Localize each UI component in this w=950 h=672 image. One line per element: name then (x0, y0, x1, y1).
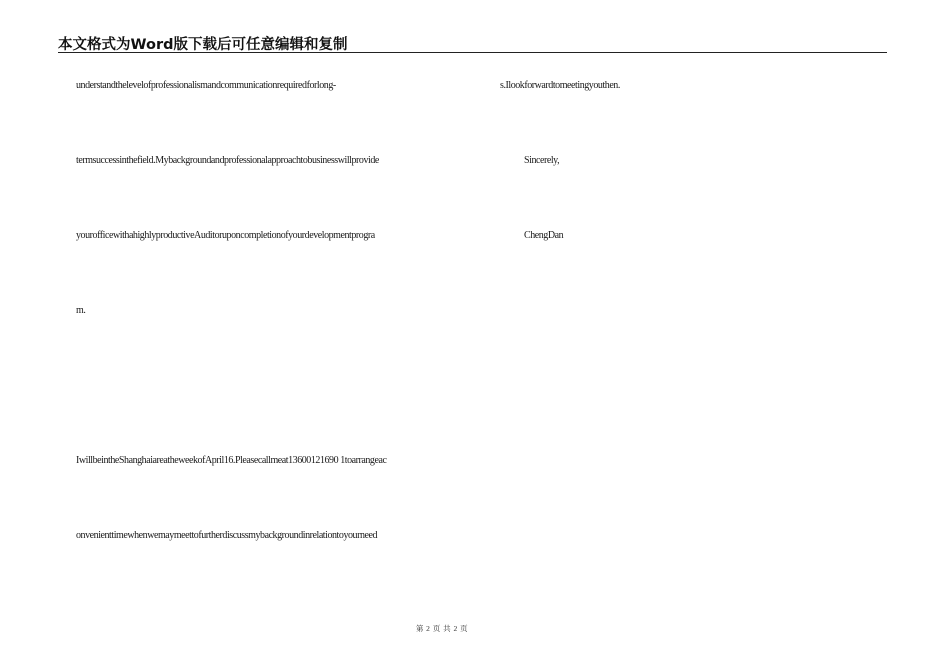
body-line-6: onvenienttimewhenwemaymeettofurtherdiscussmybackgroundinrelationtoyourneed (76, 530, 378, 541)
page-number-footer: 第 2 页 共 2 页 (415, 624, 469, 633)
body-line-right-1: s.Ilookforwardtomeetingyouthen. (500, 80, 620, 91)
body-line-2: termsuccessinthefield.Mybackgroundandprofessionalapproachtobusinesswillprovide (76, 155, 379, 166)
document-header-title: 本文格式为Word版下载后可任意编辑和复制 (58, 37, 348, 53)
closing-salutation: Sincerely, (524, 155, 560, 166)
body-line-4: m. (76, 305, 86, 316)
signature-name: ChengDan (524, 230, 564, 241)
header-divider (58, 52, 887, 53)
body-line-1: understandthelevelofprofessionalismandcommunicationrequiredforlong- (76, 80, 336, 91)
body-line-5: IwillbeintheShanghaiareatheweekofApril16.Pleasecallmeat13600121690 1toarrangeac (76, 455, 387, 466)
body-line-3: yourofficewithahighlyproductiveAuditoruponcompletionofyourdevelopmentprogra (76, 230, 375, 241)
